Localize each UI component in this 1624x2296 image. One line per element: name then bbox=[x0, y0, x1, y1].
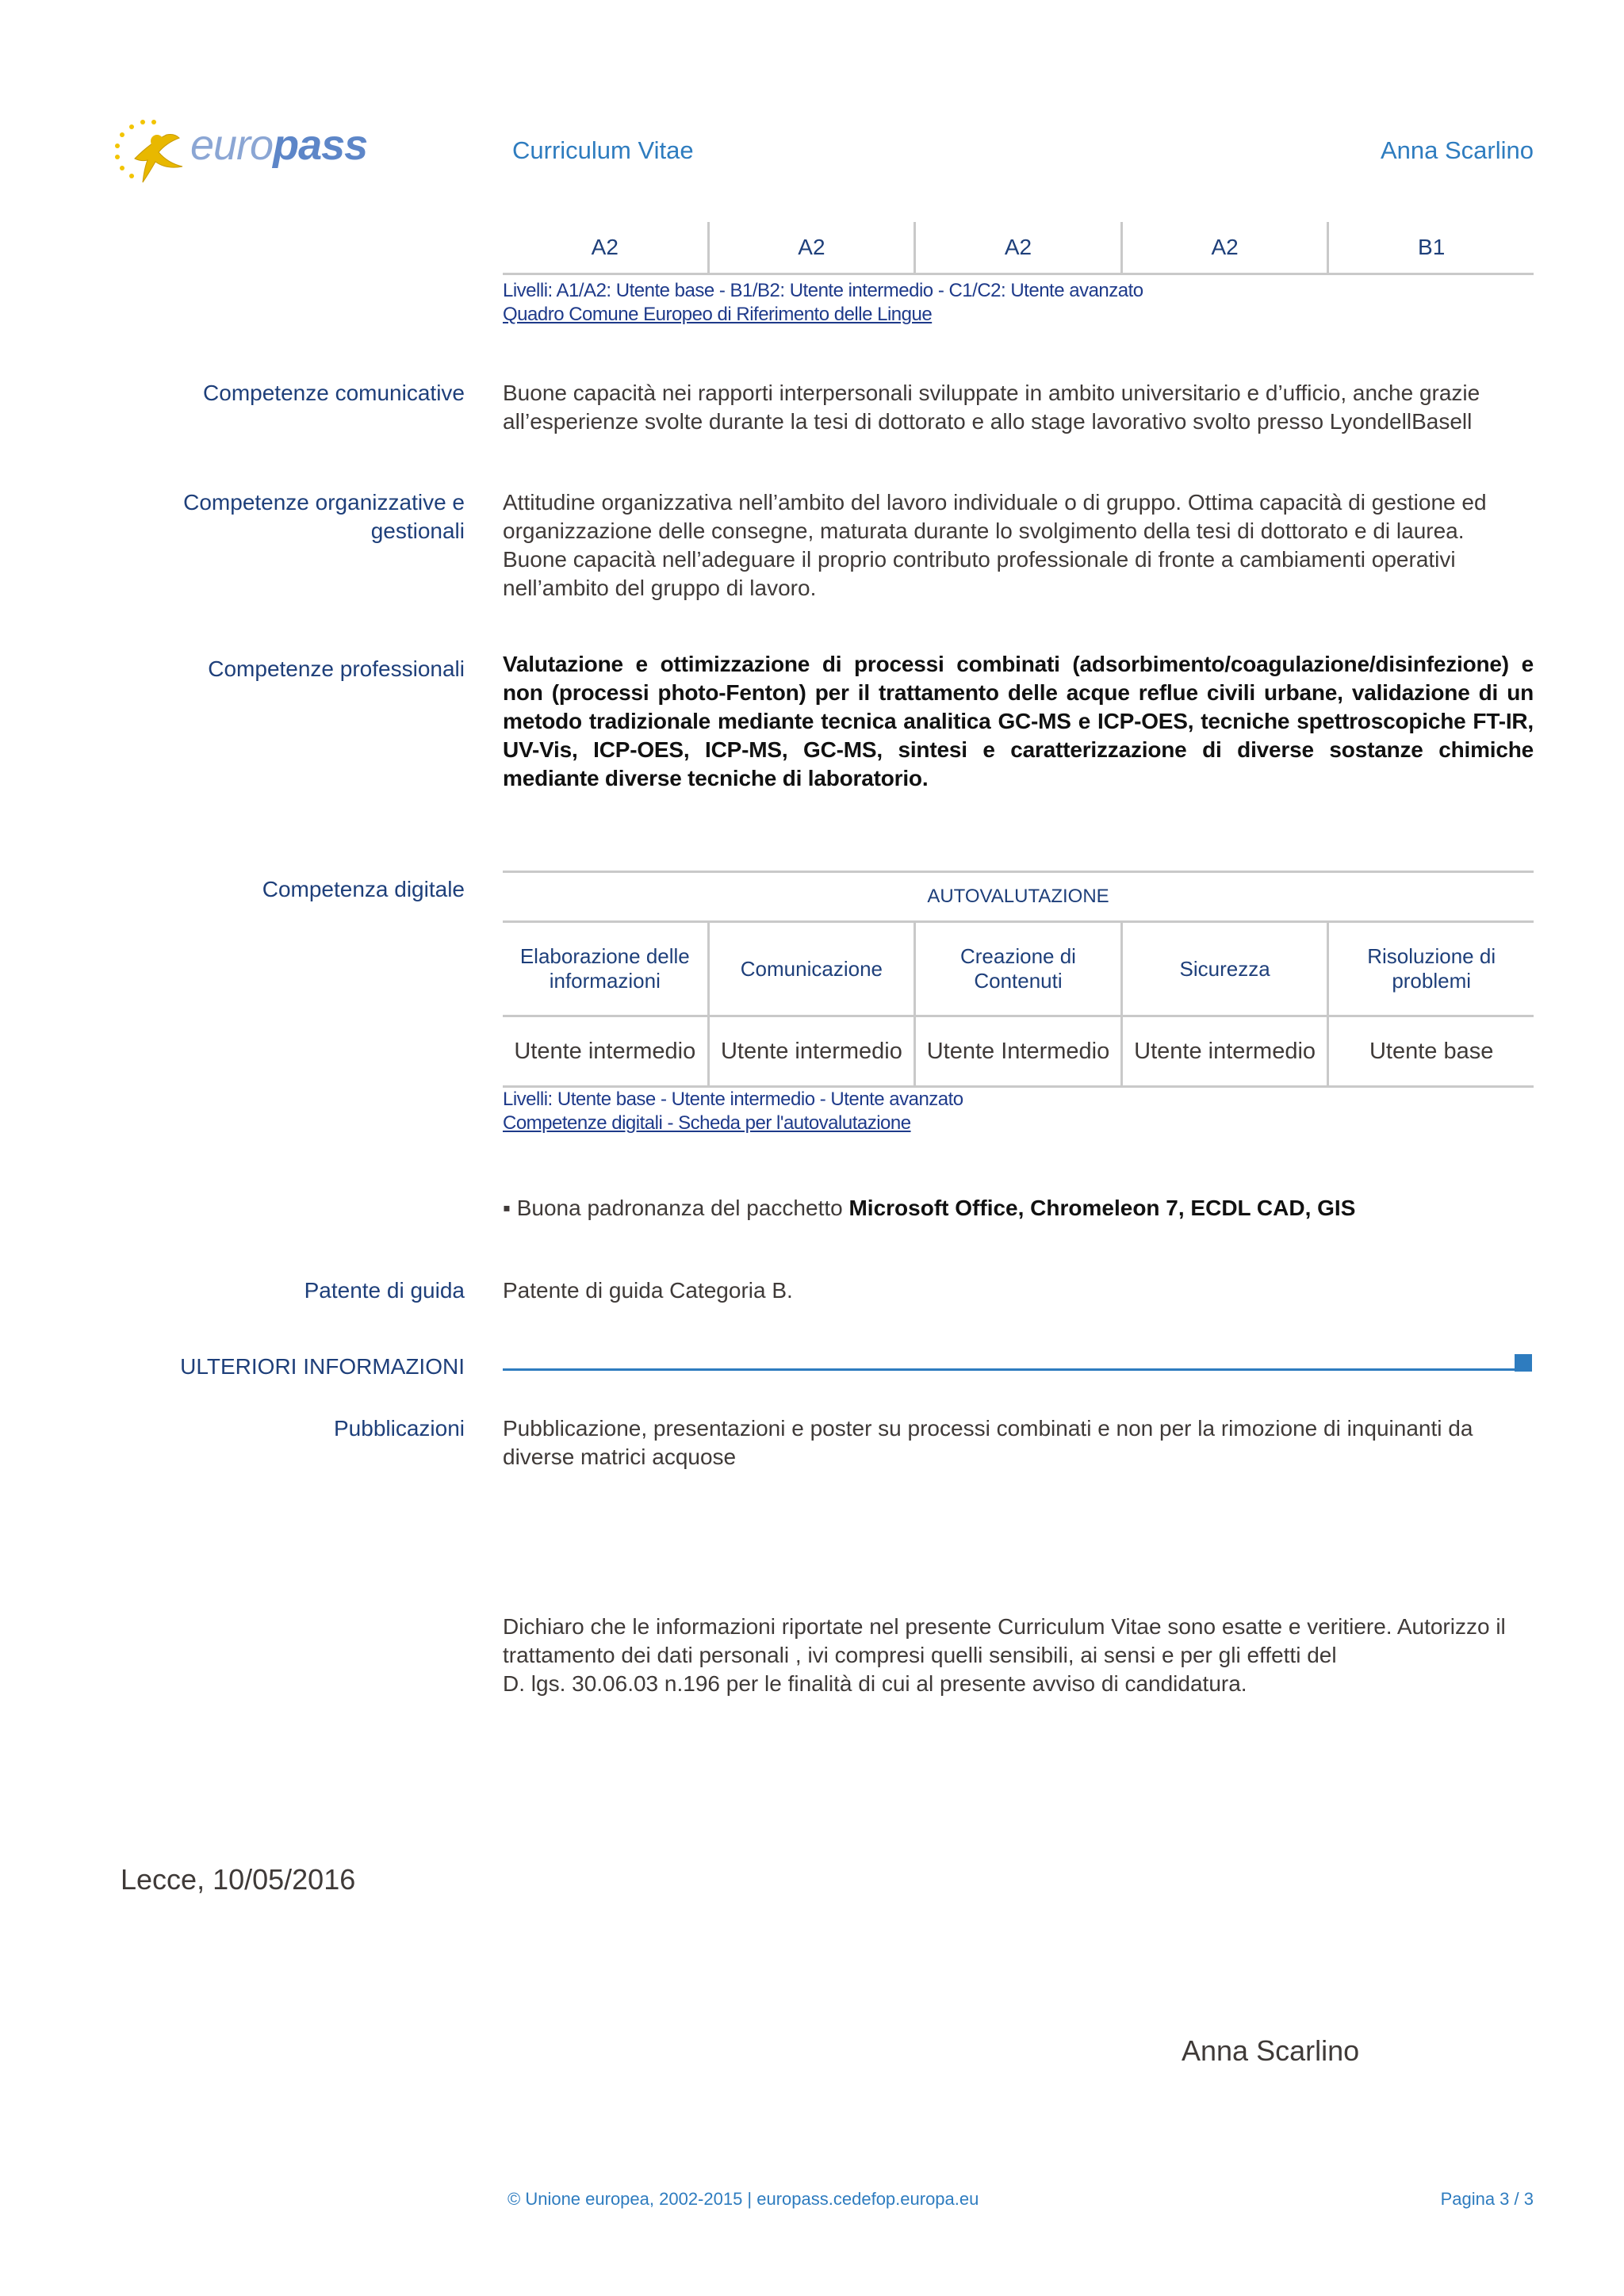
language-level-cell: A2 bbox=[710, 222, 917, 273]
language-level-cell: A2 bbox=[503, 222, 710, 273]
digital-bullet bbox=[503, 1194, 1534, 1223]
digital-levels-legend: Livelli: Utente base - Utente intermedio - Utente avanzato bbox=[503, 1089, 963, 1110]
organizational-text: Attitudine organizzativa nell’ambito del lavoro individuale o di gruppo. Ottima capacità di gestione ed organizzazione delle consegne, maturata durante lo svolgimento della tesi di dottorato e di laurea. Buone capacità nell’adeguare il proprio contributo professionale di fronte a cambiamenti operativi nell’ambito del gruppo di lavoro. bbox=[503, 490, 1487, 600]
logo-wordmark: europass bbox=[190, 121, 368, 169]
digital-levels-note bbox=[503, 1088, 963, 1135]
publications-text: Pubblicazione, presentazioni e poster su processi combinati e non per la rimozione di inquinanti da diverse matrici acquose bbox=[503, 1416, 1473, 1469]
digital-column-header: Creazione di Contenuti bbox=[916, 923, 1123, 1015]
declaration-line: D. lgs. 30.06.03 n.196 per le finalità di cui al presente avviso di candidatura. bbox=[503, 1671, 1247, 1696]
professional-text: Valutazione e ottimizzazione di processi combinati (adsorbimento/coagulazione/disinfezione) e non (processi photo-Fenton) per il trattamento delle acque reflue civili urbane, validazione di un metodo tradizionale mediante tecnica analitica GC-MS e ICP-OES, tecniche spettroscopiche FT-IR, UV-Vis, ICP-OES, ICP-MS, GC-MS, sintesi e caratterizzazione di diverse sostanze chimiche mediante diverse tecniche di laboratorio. bbox=[503, 652, 1534, 790]
communication-label: Competenze comunicative bbox=[203, 381, 465, 405]
communication-text: Buone capacità nei rapporti interpersonali sviluppate in ambito universitario e d’ufficio, anche grazie all’esperienze svolte durante la tesi di dottorato e allo stage lavorativo svolto presso LyondellBasell bbox=[503, 381, 1480, 434]
digital-value-cell: Utente intermedio bbox=[503, 1017, 710, 1085]
license-text: Patente di guida Categoria B. bbox=[503, 1278, 793, 1303]
language-level-cell: A2 bbox=[916, 222, 1123, 273]
publications-label: Pubblicazioni bbox=[334, 1416, 465, 1441]
europass-logo bbox=[111, 111, 368, 190]
digital-self-assessment-link[interactable]: Competenze digitali - Scheda per l'autovalutazione bbox=[503, 1112, 911, 1134]
declaration-line: Dichiaro che le informazioni riportate nel presente Curriculum Vitae sono esatte e veritiere. Autorizzo il bbox=[503, 1614, 1506, 1639]
digital-column-header: Elaborazione delle informazioni bbox=[503, 923, 710, 1015]
language-levels-legend: Livelli: A1/A2: Utente base - B1/B2: Utente intermedio - C1/C2: Utente avanzato bbox=[503, 280, 1143, 301]
declaration-line: trattamento dei dati personali , ivi compresi quelli sensibili, ai sensi e per gli effetti del bbox=[503, 1643, 1337, 1667]
digital-bullet-text: ▪ Buona padronanza del pacchetto bbox=[503, 1196, 849, 1220]
digital-label: Competenza digitale bbox=[262, 877, 465, 901]
europass-figure-icon bbox=[111, 111, 198, 190]
header-name: Anna Scarlino bbox=[1380, 136, 1534, 164]
organizational-label: Competenze organizzative e gestionali bbox=[183, 490, 465, 543]
language-levels-note bbox=[503, 279, 1143, 327]
digital-table-values bbox=[503, 1017, 1534, 1088]
further-info-heading: ULTERIORI INFORMAZIONI bbox=[180, 1354, 465, 1379]
document-title: Curriculum Vitae bbox=[512, 136, 694, 164]
digital-value-cell: Utente Intermedio bbox=[916, 1017, 1123, 1085]
digital-bullet-software: Microsoft Office, Chromeleon 7, ECDL CAD, GIS bbox=[848, 1196, 1356, 1220]
professional-label: Competenze professionali bbox=[208, 656, 465, 681]
digital-table-columns bbox=[503, 923, 1534, 1017]
cefr-link[interactable]: Quadro Comune Europeo di Riferimento delle Lingue bbox=[503, 304, 933, 325]
section-divider bbox=[503, 1368, 1515, 1371]
license-label: Patente di guida bbox=[304, 1278, 465, 1303]
digital-column-header: Risoluzione di problemi bbox=[1367, 944, 1496, 993]
footer-copyright: © Unione europea, 2002-2015 | europass.cedefop.europa.eu bbox=[508, 2189, 979, 2209]
place-date: Lecce, 10/05/2016 bbox=[121, 1863, 356, 1896]
language-levels-row bbox=[503, 222, 1534, 275]
digital-table-header: AUTOVALUTAZIONE bbox=[503, 871, 1534, 923]
digital-skills-table bbox=[503, 871, 1534, 1088]
privacy-declaration bbox=[503, 1613, 1534, 1698]
digital-column-header: Sicurezza bbox=[1123, 923, 1330, 1015]
section-marker bbox=[1515, 1354, 1532, 1372]
digital-column-header: Comunicazione bbox=[710, 923, 917, 1015]
language-level-cell: B1 bbox=[1418, 235, 1446, 259]
language-level-cell: A2 bbox=[1123, 222, 1330, 273]
digital-value-cell: Utente intermedio bbox=[1123, 1017, 1330, 1085]
signature-name: Anna Scarlino bbox=[1182, 2034, 1360, 2067]
digital-value-cell: Utente base bbox=[1369, 1038, 1494, 1064]
page-number: Pagina 3 / 3 bbox=[1440, 2189, 1534, 2209]
digital-value-cell: Utente intermedio bbox=[710, 1017, 917, 1085]
